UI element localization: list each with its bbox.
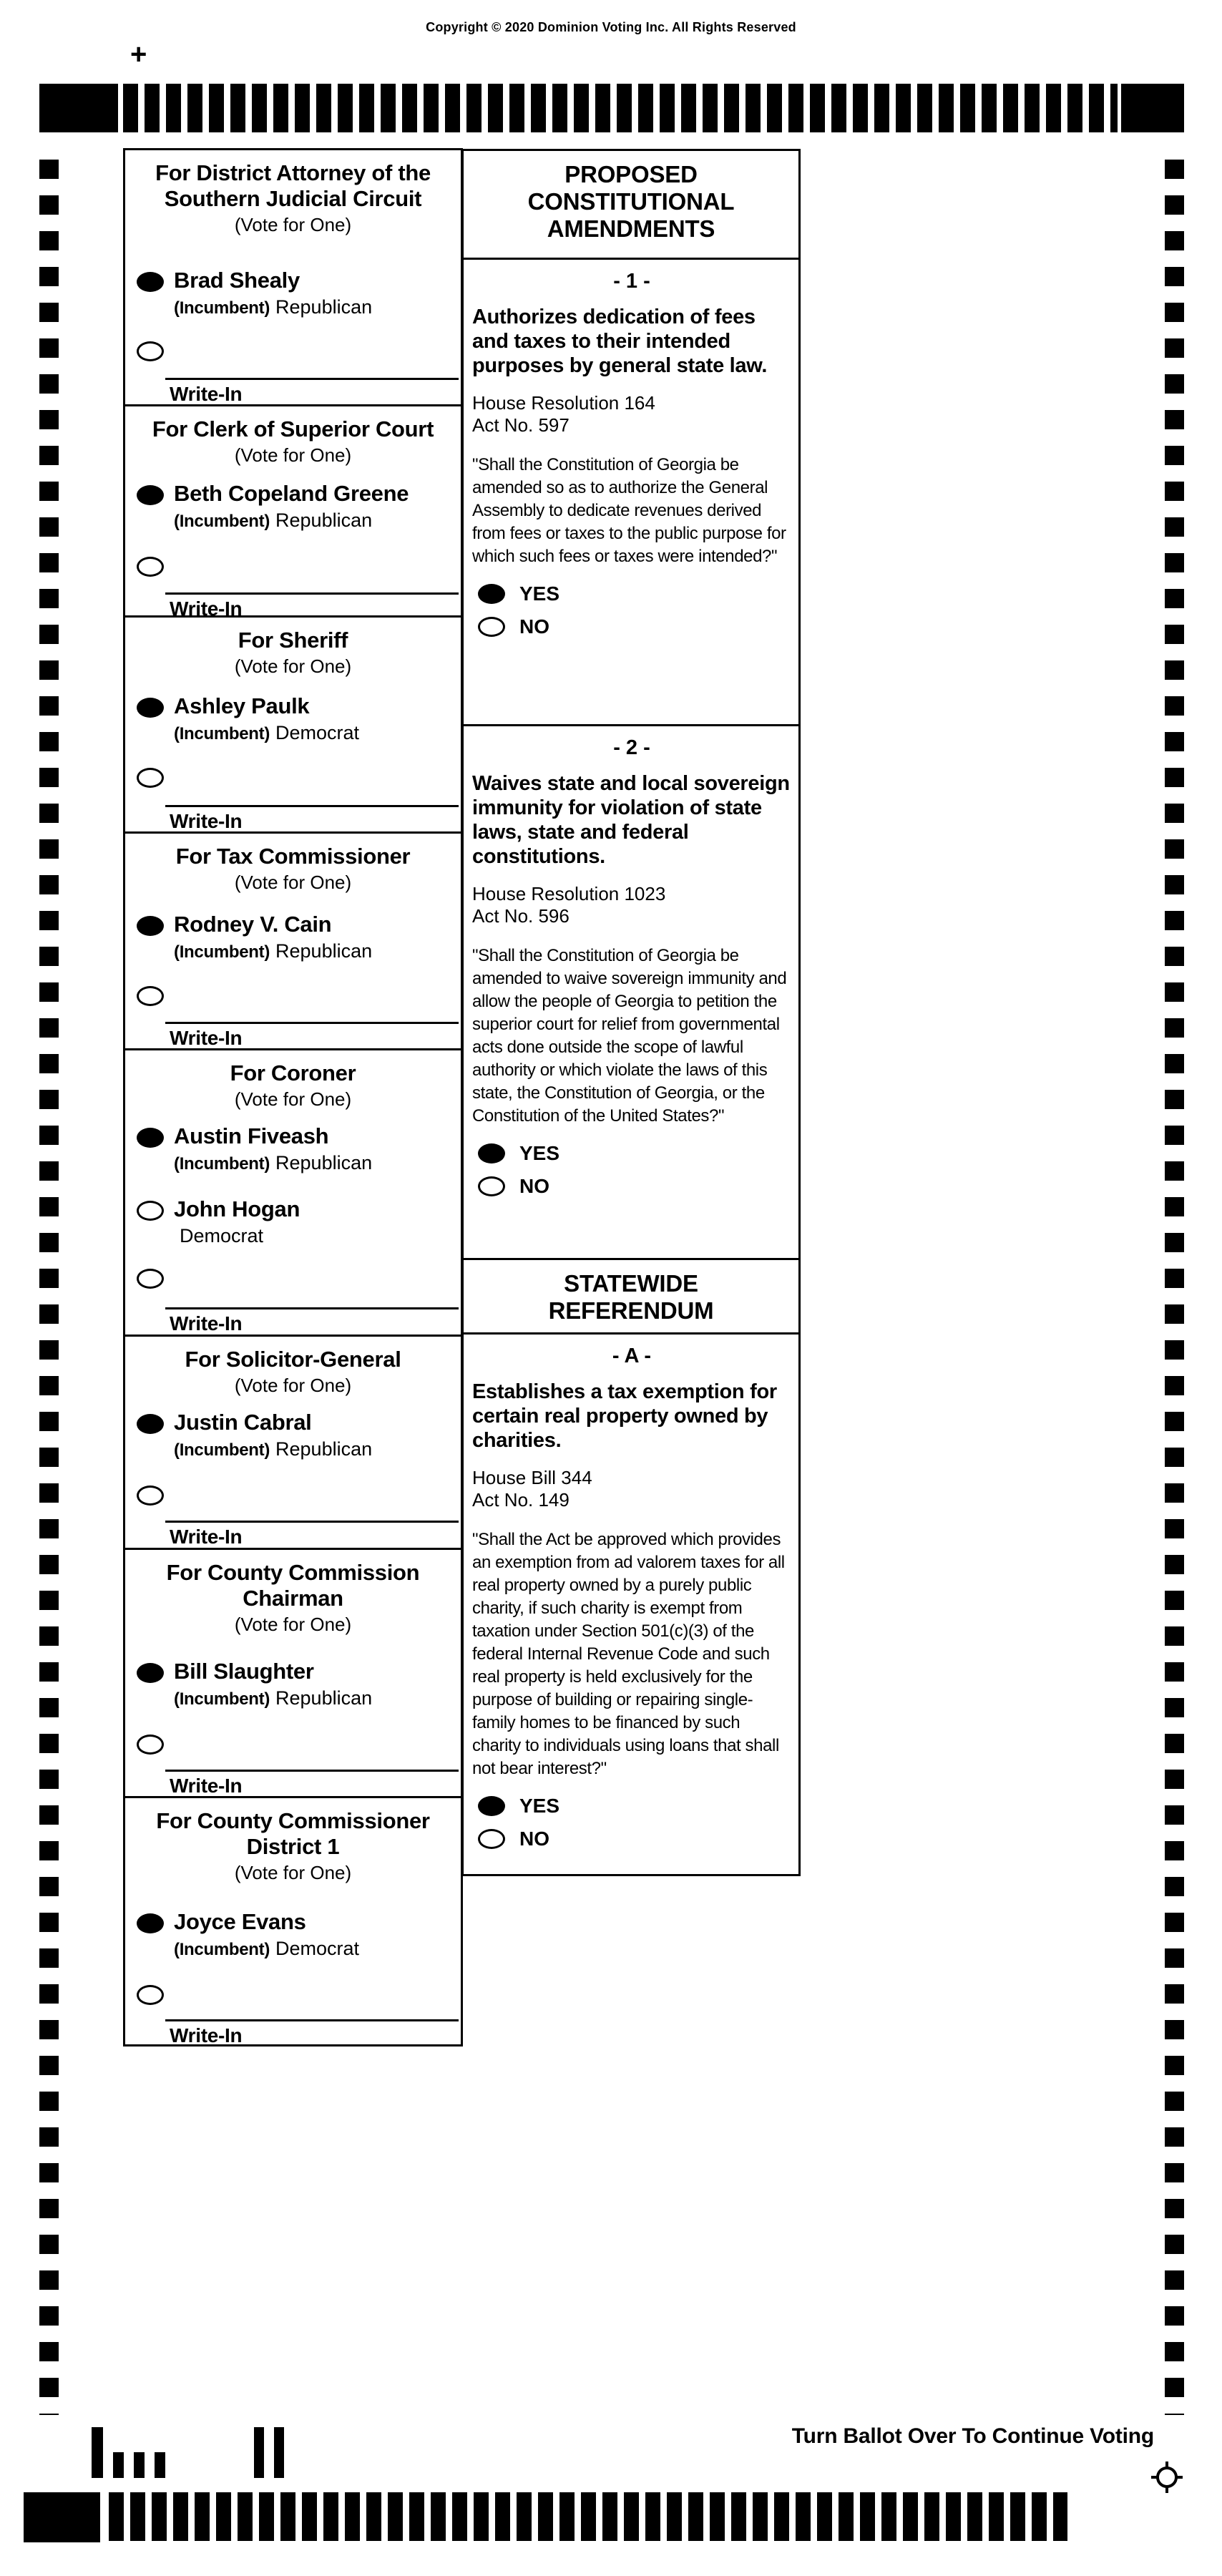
write-in-option xyxy=(137,1731,455,1755)
vote-for-instruction: (Vote for One) xyxy=(234,655,352,677)
write-in-area[interactable] xyxy=(165,1521,459,1548)
candidate-option xyxy=(137,1910,455,1960)
vote-for-instruction: (Vote for One) xyxy=(234,1088,352,1110)
vote-for-instruction: (Vote for One) xyxy=(234,1375,352,1396)
candidate-detail: (Incumbent) Republican xyxy=(174,1152,373,1174)
stub-bar xyxy=(92,2427,103,2478)
contest-coroner xyxy=(125,1050,461,1337)
write-in-label: Write-In xyxy=(170,1775,243,1797)
write-in-option xyxy=(137,982,455,1006)
measure-number: - 1 - xyxy=(613,270,650,293)
measure-question: "Shall the Constitution of Georgia be amended to waive sovereign immunity and allow the people of Georgia to petition the superior court for relief from governmental acts done outside the scope of lawful authority or which violate the laws of this state, the Constitution of Georgia, or the Constitution of the United States?" xyxy=(472,946,787,1126)
candidate-option xyxy=(137,1124,455,1174)
contest-title: For Sheriff xyxy=(238,628,348,653)
write-in-area[interactable] xyxy=(165,592,459,620)
candidate-name: Ashley Paulk xyxy=(174,693,310,718)
vote-for-instruction: (Vote for One) xyxy=(234,214,352,235)
timing-block-top-left xyxy=(39,84,118,132)
vote-for-instruction: (Vote for One) xyxy=(234,1614,352,1635)
yes-label: YES xyxy=(519,1795,560,1817)
copyright-text: Copyright © 2020 Dominion Voting Inc. All Rights Reserved xyxy=(426,20,796,34)
write-in-option xyxy=(137,1981,455,2005)
ballot-oval[interactable] xyxy=(137,1735,164,1755)
vote-for-instruction: (Vote for One) xyxy=(234,872,352,893)
candidate-detail: (Incumbent) Republican xyxy=(174,509,373,531)
candidate-option xyxy=(137,1197,455,1247)
stub-bar xyxy=(254,2427,264,2478)
candidate-name: Rodney V. Cain xyxy=(174,912,332,937)
write-in-area[interactable] xyxy=(165,805,459,833)
candidate-detail: (Incumbent) Republican xyxy=(174,1687,373,1709)
candidate-name: Justin Cabral xyxy=(174,1410,312,1435)
stub-bar xyxy=(134,2452,145,2478)
timing-block-top-right xyxy=(1121,84,1184,132)
ballot-oval[interactable] xyxy=(137,698,164,718)
write-in-label: Write-In xyxy=(170,1526,243,1548)
timing-marks-left-column xyxy=(39,160,59,2415)
candidate-detail: (Incumbent) Democrat xyxy=(174,722,360,743)
measure-number: - A - xyxy=(612,1345,652,1367)
amendment-2 xyxy=(464,726,798,1260)
write-in-label: Write-In xyxy=(170,383,243,405)
contest-title: For District Attorney of the Southern Judicial Circuit xyxy=(155,160,431,211)
ballot-oval[interactable] xyxy=(137,1269,164,1289)
contest-county-commission-chairman xyxy=(125,1550,461,1798)
write-in-label: Write-In xyxy=(170,1312,243,1335)
ballot-oval[interactable] xyxy=(137,341,164,361)
measures-column xyxy=(461,149,801,1876)
ballot-oval[interactable] xyxy=(137,272,164,292)
candidate-name: Joyce Evans xyxy=(174,1909,306,1934)
vote-for-instruction: (Vote for One) xyxy=(234,444,352,466)
candidate-detail: (Incumbent) Republican xyxy=(174,940,373,962)
candidate-option xyxy=(137,268,455,318)
contest-title: For Coroner xyxy=(230,1060,356,1085)
contest-county-commissioner-district-1 xyxy=(125,1798,461,2049)
write-in-area[interactable] xyxy=(165,1307,459,1335)
measure-references: House Resolution 164 Act No. 597 xyxy=(472,392,655,436)
stub-bar xyxy=(155,2452,165,2478)
no-option xyxy=(478,1828,791,1850)
ballot-oval[interactable] xyxy=(478,1796,505,1816)
no-option xyxy=(478,1175,791,1198)
ballot-oval[interactable] xyxy=(137,1985,164,2005)
yes-label: YES xyxy=(519,582,560,605)
ballot-oval[interactable] xyxy=(137,916,164,936)
contests-column xyxy=(123,148,463,2046)
candidate-detail: Democrat xyxy=(180,1225,264,1246)
write-in-option xyxy=(137,1482,455,1506)
write-in-option xyxy=(137,338,455,361)
write-in-area[interactable] xyxy=(165,1770,459,1797)
candidate-option xyxy=(137,694,455,744)
contest-district-attorney xyxy=(125,150,461,406)
timing-block-bottom-left xyxy=(24,2492,100,2542)
no-option xyxy=(478,615,791,638)
candidate-option xyxy=(137,1410,455,1460)
yes-label: YES xyxy=(519,1142,560,1164)
candidate-option xyxy=(137,1659,455,1709)
no-label: NO xyxy=(519,615,549,638)
write-in-option xyxy=(137,553,455,577)
amendments-header: PROPOSED CONSTITUTIONAL AMENDMENTS xyxy=(464,151,798,260)
measure-question: "Shall the Act be approved which provides an exemption from ad valorem taxes for all real property owned by a purely public charity, if such charity is exempt from taxation under Section 501(c)(3) of the federal Internal Revenue Code and such real property is held exclusively for the purpose of building or repairing single-family homes to be financed by such charity to individuals using loans that shall not bear interest?" xyxy=(472,1530,785,1778)
measure-summary: Authorizes dedication of fees and taxes to their intended purposes by general state law. xyxy=(472,306,768,377)
stub-number: 42 xyxy=(273,2441,285,2454)
referendum-header: STATEWIDE REFERENDUM xyxy=(464,1260,798,1335)
write-in-option xyxy=(137,1265,455,1289)
yes-option xyxy=(478,582,791,605)
contest-clerk-superior-court xyxy=(125,406,461,618)
ballot-oval[interactable] xyxy=(137,768,164,788)
ballot-oval[interactable] xyxy=(478,1143,505,1163)
candidate-option xyxy=(137,912,455,962)
write-in-label: Write-In xyxy=(170,1027,243,1049)
contest-solicitor-general xyxy=(125,1337,461,1550)
candidate-detail: (Incumbent) Republican xyxy=(174,1438,373,1460)
ballot-oval[interactable] xyxy=(478,1829,505,1849)
candidate-option xyxy=(137,482,455,532)
write-in-area[interactable] xyxy=(165,378,459,406)
measure-references: House Bill 344 Act No. 149 xyxy=(472,1467,592,1511)
candidate-detail: (Incumbent) Republican xyxy=(174,296,373,318)
candidate-name: Bill Slaughter xyxy=(174,1659,314,1684)
contest-sheriff xyxy=(125,618,461,834)
write-in-label: Write-In xyxy=(170,597,243,620)
contest-tax-commissioner xyxy=(125,834,461,1050)
yes-option xyxy=(478,1795,791,1818)
timing-marks-bottom xyxy=(109,2492,1067,2541)
ballot-oval[interactable] xyxy=(137,1414,164,1434)
ballot-oval[interactable] xyxy=(137,986,164,1006)
no-label: NO xyxy=(519,1828,549,1850)
candidate-name: Austin Fiveash xyxy=(174,1123,329,1148)
ballot-oval[interactable] xyxy=(478,617,505,637)
vote-for-instruction: (Vote for One) xyxy=(234,1862,352,1883)
contest-title: For County Commission Chairman xyxy=(166,1560,420,1611)
timing-marks-right-column xyxy=(1165,160,1184,2415)
no-label: NO xyxy=(519,1175,549,1197)
ballot-oval[interactable] xyxy=(478,1176,505,1196)
contest-title: For Clerk of Superior Court xyxy=(152,416,434,441)
ballot-oval[interactable] xyxy=(478,584,505,604)
candidate-name: Beth Copeland Greene xyxy=(174,481,409,506)
ballot-oval[interactable] xyxy=(137,1663,164,1683)
candidate-detail: (Incumbent) Democrat xyxy=(174,1938,360,1959)
candidate-name: John Hogan xyxy=(174,1196,300,1221)
ballot-oval[interactable] xyxy=(137,1128,164,1148)
contest-title: For County Commissioner District 1 xyxy=(156,1808,430,1859)
stub-bar xyxy=(113,2452,124,2478)
contest-title: For Solicitor-General xyxy=(185,1347,401,1372)
turn-ballot-over-text: Turn Ballot Over To Continue Voting xyxy=(791,2424,1154,2448)
referendum-a xyxy=(464,1335,798,1878)
write-in-label: Write-In xyxy=(170,810,243,832)
yes-option xyxy=(478,1142,791,1165)
write-in-label: Write-In xyxy=(170,2024,243,2046)
registration-crosshair-icon xyxy=(1150,2460,1184,2494)
ballot-oval[interactable] xyxy=(137,1201,164,1221)
measure-number: - 2 - xyxy=(613,736,650,759)
measure-summary: Establishes a tax exemption for certain real property owned by charities. xyxy=(472,1380,777,1452)
write-in-area[interactable] xyxy=(165,1022,459,1050)
contest-title: For Tax Commissioner xyxy=(175,844,411,869)
candidate-name: Brad Shealy xyxy=(174,268,300,293)
write-in-area[interactable] xyxy=(165,2019,459,2047)
plus-registration-icon: + xyxy=(130,39,147,70)
amendment-1 xyxy=(464,260,798,726)
ballot-oval[interactable] xyxy=(137,485,164,505)
timing-marks-top xyxy=(123,84,1118,132)
measure-question: "Shall the Constitution of Georgia be amended so as to authorize the General Assembly to dedicate revenues derived from fees or taxes to the public purpose for which such fees or taxes were intended?" xyxy=(472,455,786,566)
ballot-oval[interactable] xyxy=(137,557,164,577)
ballot-oval[interactable] xyxy=(137,1485,164,1506)
ballot-oval[interactable] xyxy=(137,1913,164,1933)
measure-summary: Waives state and local sovereign immunity for violation of state laws, state and federal constitutions. xyxy=(472,772,790,868)
measure-references: House Resolution 1023 Act No. 596 xyxy=(472,883,666,927)
write-in-option xyxy=(137,764,455,788)
